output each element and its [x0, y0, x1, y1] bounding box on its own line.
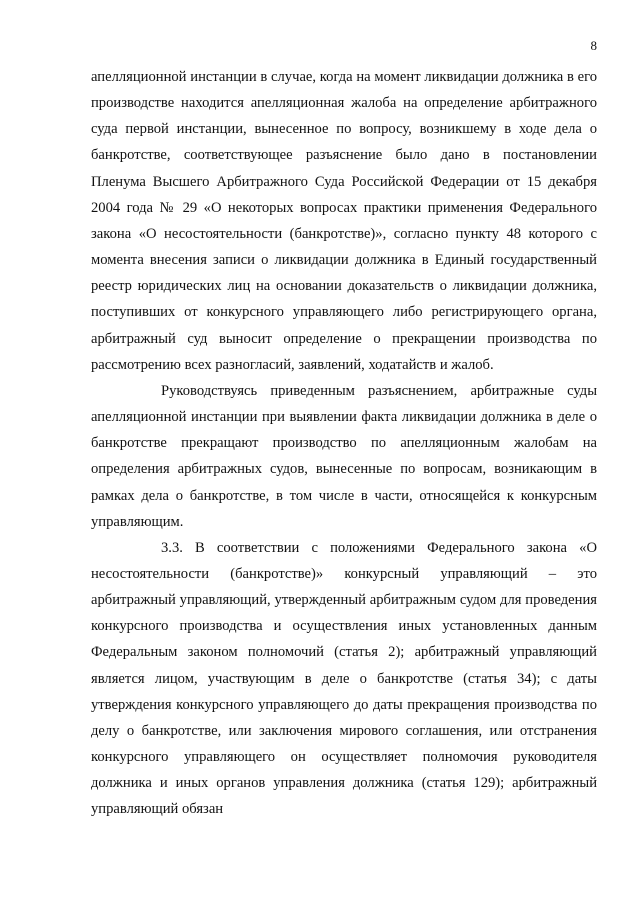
document-body	[91, 64, 597, 823]
page-number: 8	[590, 38, 597, 53]
paragraph-section-3-3: 3.3. В соответствии с положениями Федерального закона «О несостоятельности (банкротстве)» конкурсный управляющий – это арбитражный управляющий, утвержденный арбитражным судом для проведения конкурсного производства и осуществления иных установленных данным Федеральным законом полномочий (статья 2); арбитражный управляющий является лицом, участвующим в деле о банкротстве (статья 34); с даты утверждения конкурсного управляющего до даты прекращения производства по делу о банкротстве, или заключения мирового соглашения, или отстранения конкурсного управляющего он осуществляет полномочия руководителя должника и иных органов управления должника (статья 129); арбитражный управляющий обязан	[91, 539, 597, 818]
paragraph-continued: апелляционной инстанции в случае, когда на момент ликвидации должника в его производстве находится апелляционная жалоба на определение арбитражного суда первой инстанции, вынесенное по вопросу, возникшему в ходе дела о банкротстве, соответствующее разъяснение было дано в постановлении Пленума Высшего Арбитражного Суда Российской Федерации от 15 декабря 2004 года № 29 «О некоторых вопросах практики применения Федерального закона «О несостоятельности (банкротстве)», согласно пункту 48 которого с момента внесения записи о ликвидации должника в Единый государственный реестр юридических лиц на основании доказательств о ликвидации должника, поступивших от конкурсного управляющего либо регистрирующего органа, арбитражный суд выносит определение о прекращении производства по рассмотрению всех разногласий, заявлений, ходатайств и жалоб.	[91, 69, 597, 373]
paragraph-guidance: Руководствуясь приведенным разъяснением, арбитражные суды апелляционной инстанции при выявлении факта ликвидации должника в деле о банкротстве прекращают производство по апелляционным жалобам на определения арбитражных судов, вынесенные по вопросам, возникающим в рамках дела о банкротстве, в том числе в части, относящейся к конкурсным управляющим.	[91, 382, 597, 530]
